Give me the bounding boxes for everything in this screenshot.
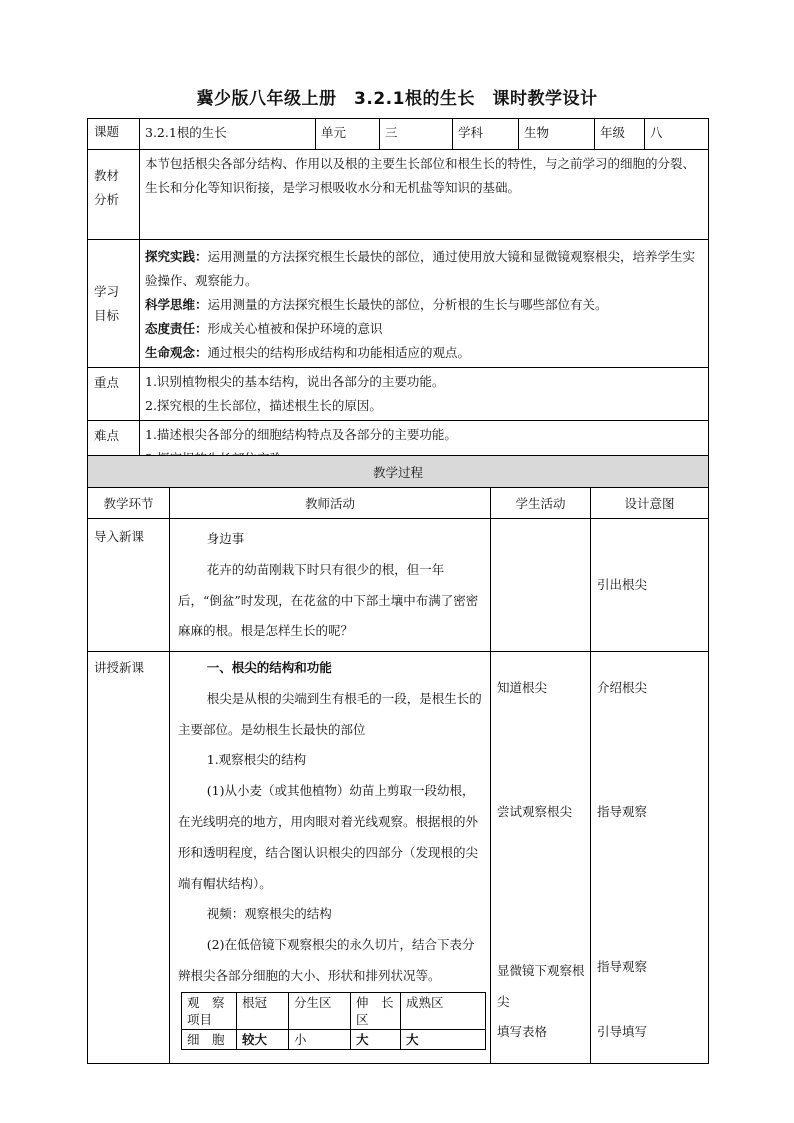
analysis-label bbox=[88, 150, 140, 240]
difficulty-item: 1.描述根尖各部分的细胞结构特点及各部分的主要功能。 bbox=[145, 427, 457, 442]
topic-value: 3.2.1根的生长 bbox=[140, 119, 316, 150]
lesson-info-table bbox=[87, 118, 709, 474]
goal-item bbox=[145, 245, 703, 293]
analysis-text bbox=[140, 150, 709, 240]
col-intent: 设计意图 bbox=[591, 488, 709, 519]
intro-stage: 导入新课 bbox=[88, 519, 170, 652]
intro-teacher bbox=[170, 519, 491, 652]
goal-text: 运用测量的方法探究根生长最快的部位，分析根的生长与哪些部位有关。 bbox=[207, 297, 608, 312]
design-intent: 指导观察 bbox=[597, 959, 648, 974]
design-intent: 引导填写 bbox=[597, 1024, 648, 1039]
obs-header: 成熟区 bbox=[401, 992, 486, 1029]
difficulties-label: 难点 bbox=[88, 421, 140, 474]
key-point-item: 2.探究根的生长部位，描述根生长的原因。 bbox=[145, 398, 382, 413]
key-points-label: 重点 bbox=[88, 368, 140, 421]
goal-item bbox=[145, 341, 703, 365]
obs-cell: 细 胞 bbox=[182, 1029, 237, 1049]
unit-label: 单元 bbox=[316, 119, 380, 150]
goal-text: 运用测量的方法探究根生长最快的部位，通过使用放大镜和显微镜观察根尖，培养学生实验操作、观察能力。 bbox=[145, 249, 696, 288]
goal-key: 探究实践： bbox=[145, 249, 208, 264]
col-student: 学生活动 bbox=[491, 488, 591, 519]
student-activity: 显微镜下观察根尖 bbox=[497, 963, 585, 1009]
process-header: 教学过程 bbox=[88, 456, 709, 488]
observation-table bbox=[181, 992, 486, 1050]
grade-value: 八 bbox=[645, 119, 709, 150]
intro-student bbox=[491, 519, 591, 652]
goals-content bbox=[140, 240, 709, 368]
analysis-label-line2: 分析 bbox=[94, 192, 120, 207]
key-points-content bbox=[140, 368, 709, 421]
student-activity: 知道根尖 bbox=[497, 680, 548, 695]
lecture-video-note: 视频：观察根尖的结构 bbox=[206, 906, 332, 922]
obs-cell: 小 bbox=[289, 1029, 351, 1049]
intro-subtitle: 身边事 bbox=[206, 531, 245, 546]
page-title: 冀少版八年级上册 3.2.1根的生长 课时教学设计 bbox=[196, 89, 598, 109]
goals-label bbox=[88, 240, 140, 368]
lecture-stage: 讲授新课 bbox=[88, 652, 170, 1064]
col-stage: 教学环节 bbox=[88, 488, 170, 519]
topic-label: 课题 bbox=[88, 119, 140, 150]
lecture-heading: 一、根尖的结构和功能 bbox=[206, 660, 332, 675]
obs-header: 分生区 bbox=[289, 992, 351, 1029]
lecture-paragraph: (2)在低倍镜下观察根尖的永久切片，结合下表分辨根尖各部分细胞的大小、形状和排列状况等。 bbox=[178, 937, 475, 983]
design-intent: 介绍根尖 bbox=[597, 680, 648, 695]
lecture-student bbox=[491, 652, 591, 1064]
analysis-paragraph: 本节包括根尖各部分结构、作用以及根的主要生长部位和根生长的特性，与之前学习的细胞的分裂、生长和分化等知识衔接，是学习根吸收水分和无机盐等知识的基础。 bbox=[145, 156, 696, 195]
subject-value: 生物 bbox=[519, 119, 595, 150]
obs-cell: 大 bbox=[401, 1029, 486, 1049]
student-activity: 填写表格 bbox=[497, 1024, 548, 1039]
grade-label: 年级 bbox=[595, 119, 645, 150]
goal-text: 通过根尖的结构形成结构和功能相适应的观点。 bbox=[207, 345, 471, 360]
goal-item bbox=[145, 317, 703, 341]
lecture-paragraph: 根尖是从根的尖端到生有根毛的一段，是根生长的主要部位。是幼根生长最快的部位 bbox=[178, 690, 482, 737]
goal-text: 形成关心植被和保护环境的意识 bbox=[207, 321, 383, 336]
obs-header: 根冠 bbox=[237, 992, 289, 1029]
unit-value: 三 bbox=[380, 119, 453, 150]
design-intent: 指导观察 bbox=[597, 804, 648, 819]
goal-key: 科学思维： bbox=[145, 297, 208, 312]
goals-label-line1: 学习 bbox=[94, 283, 120, 299]
goal-item bbox=[145, 293, 703, 317]
lecture-teacher bbox=[170, 652, 491, 1064]
obs-header: 观 察项目 bbox=[182, 992, 237, 1029]
goal-key: 态度责任： bbox=[145, 321, 208, 336]
key-point-item: 1.识别植物根尖的基本结构，说出各部分的主要功能。 bbox=[145, 374, 445, 389]
obs-cell: 较大 bbox=[237, 1029, 289, 1049]
obs-header: 伸 长区 bbox=[351, 992, 401, 1029]
intro-paragraph: 花卉的幼苗刚栽下时只有很少的根，但一年后，“倒盆”时发现，在花盆的中下部土壤中布满了密密麻麻的根。根是怎样生长的呢？ bbox=[178, 561, 479, 639]
lecture-subheading: 1.观察根尖的结构 bbox=[206, 752, 307, 768]
intro-intent: 引出根尖 bbox=[591, 519, 709, 652]
col-teacher: 教师活动 bbox=[170, 488, 491, 519]
lecture-paragraph: (1)从小麦（或其他植物）幼苗上剪取一段幼根，在光线明亮的地方，用肉眼对着光线观察。根据根的外形和透明程度，结合图认识根尖的四部分（发现根的尖端有帽状结构）。 bbox=[178, 783, 479, 891]
teaching-process-table bbox=[87, 455, 709, 1064]
goal-key: 生命观念： bbox=[145, 345, 208, 360]
lecture-intent bbox=[591, 652, 709, 1064]
student-activity: 尝试观察根尖 bbox=[497, 804, 573, 819]
obs-cell: 大 bbox=[351, 1029, 401, 1049]
goals-label-line2: 目标 bbox=[94, 307, 120, 323]
analysis-label-line1: 教材 bbox=[94, 168, 120, 183]
subject-label: 学科 bbox=[453, 119, 519, 150]
